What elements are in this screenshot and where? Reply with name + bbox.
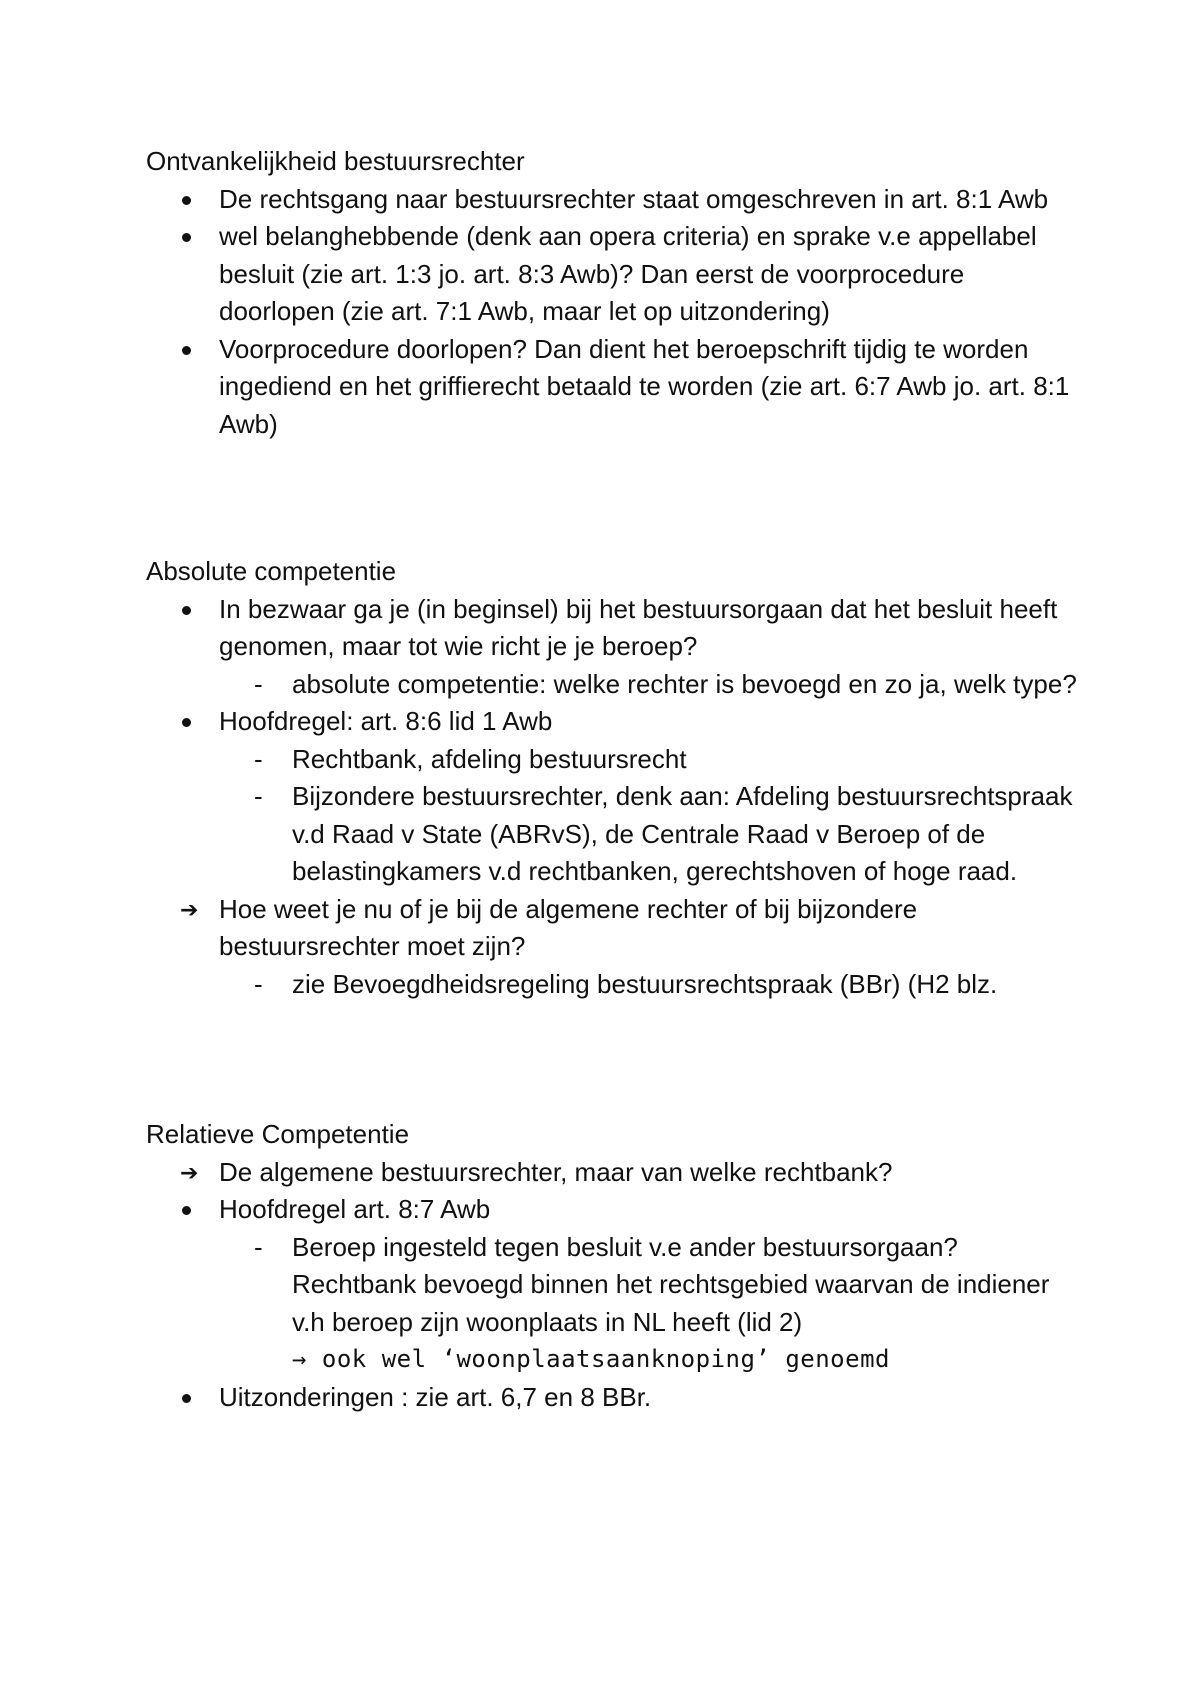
dash-text: Bijzondere bestuursrechter, denk aan: Afdeling bestuursrechtspraak v.d Raad v State (ABRvS), de Centrale Raad v Beroep of de belastingkamers v.d rechtbanken, gerechtshoven of hoge raad.	[292, 781, 1073, 886]
arrow-item: ➔ Hoe weet je nu of je bij de algemene rechter of bij bijzondere bestuursrechter moet zijn?	[180, 893, 918, 961]
bullet-item	[146, 181, 1086, 219]
dash-text: zie Bevoegdheidsregeling bestuursrechtspraak (BBr) (H2 blz.	[292, 968, 998, 999]
arrow-text: De algemene bestuursrechter, maar van welke rechtbank?	[219, 1156, 893, 1187]
dash-item: - Beroep ingesteld tegen besluit v.e ander bestuursorgaan? Rechtbank bevoegd binnen het rechtsgebied waarvan de indiener v.h beroep zijn woonplaats in NL heeft (lid 2) → ook wel ‘woonplaatsaanknoping’ genoemd	[146, 1229, 1086, 1379]
arrow-text: Hoe weet je nu of je bij de algemene rechter of bij bijzondere bestuursrechter moet zijn?	[219, 893, 918, 961]
arrow-item: ➔ De algemene bestuursrechter, maar van welke rechtbank?	[180, 1156, 893, 1187]
bullet-text: wel belanghebbende (denk aan opera criteria) en sprake v.e appellabel besluit (zie art. 1:3 jo. art. 8:3 Awb)? Dan eerst de voorprocedure doorlopen (zie art. 7:1 Awb, maar let op uitzondering)	[219, 221, 1037, 326]
dash-item: - absolute competentie: welke rechter is bevoegd en zo ja, welk type?	[254, 668, 1077, 699]
section-heading: Ontvankelijkheid bestuursrechter	[146, 146, 525, 176]
bullet-text: Hoofdregel art. 8:7 Awb	[219, 1194, 491, 1224]
bullet-text: Voorprocedure doorlopen? Dan dient het beroepschrift tijdig te worden ingediend en het griffierecht betaald te worden (zie art. 6:7 Awb jo. art. 8:1 Awb)	[219, 333, 1070, 439]
bullet-item	[146, 591, 1086, 666]
bullet-item	[146, 331, 1086, 444]
bullet-text: Hoofdregel: art. 8:6 lid 1 Awb	[219, 706, 553, 736]
section-heading: Relatieve Competentie	[146, 1119, 410, 1149]
section-ontvankelijkheid	[146, 143, 1086, 443]
bullet-item	[146, 703, 1086, 741]
bullet-text: Uitzonderingen : zie art. 6,7 en 8 BBr.	[219, 1381, 652, 1412]
note-text: → ook wel ‘woonplaatsaanknoping’ genoemd	[292, 1345, 890, 1373]
section-absolute-competentie	[146, 553, 1086, 1003]
section-heading: Absolute competentie	[146, 556, 397, 586]
bullet-item	[146, 1379, 1086, 1417]
bullet-text: De rechtsgang naar bestuursrechter staat omgeschreven in art. 8:1 Awb	[219, 183, 1049, 214]
dash-text: Beroep ingesteld tegen besluit v.e ander bestuursorgaan? Rechtbank bevoegd binnen het rechtsgebied waarvan de indiener v.h beroep zijn woonplaats in NL heeft (lid 2)	[292, 1231, 1050, 1337]
dash-text: Rechtbank, afdeling bestuursrecht	[292, 743, 687, 774]
dash-item: - zie Bevoegdheidsregeling bestuursrechtspraak (BBr) (H2 blz.	[254, 968, 998, 999]
dash-item: - Bijzondere bestuursrechter, denk aan: Afdeling bestuursrechtspraak v.d Raad v State (ABRvS), de Centrale Raad v Beroep of de belastingkamers v.d rechtbanken, gerechtshoven of hoge raad.	[254, 781, 1073, 886]
bullet-item	[146, 1191, 1086, 1229]
dash-item: - Rechtbank, afdeling bestuursrecht	[254, 743, 687, 774]
dash-text: absolute competentie: welke rechter is bevoegd en zo ja, welk type?	[292, 668, 1077, 699]
section-relatieve-competentie	[146, 1116, 1086, 1416]
bullet-item	[146, 218, 1086, 331]
bullet-text: In bezwaar ga je (in beginsel) bij het bestuursorgaan dat het besluit heeft genomen, maar tot wie richt je je beroep?	[219, 593, 1058, 661]
